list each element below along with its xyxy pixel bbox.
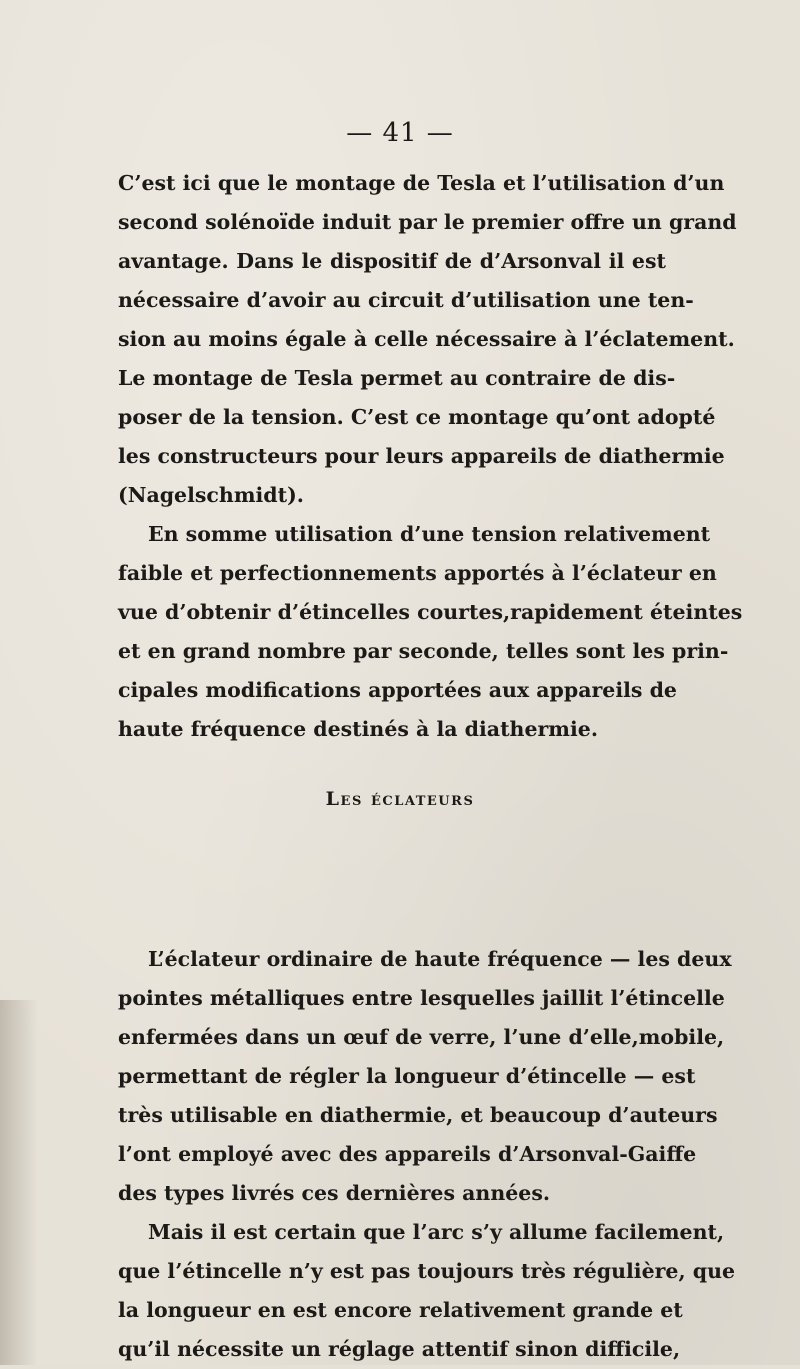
text-line: sion au moins égale à celle nécessaire à l’éclatement. <box>118 327 735 351</box>
text-line: nécessaire d’avoir au circuit d’utilisation une ten- <box>118 288 694 312</box>
text-line: faible et perfectionnements apportés à l’éclateur en <box>118 561 717 585</box>
text-line: permettant de régler la longueur d’étincelle — est <box>118 1064 696 1088</box>
text-line: Le montage de Tesla permet au contraire de dis- <box>118 366 676 390</box>
text-line: En somme utilisation d’une tension relativement <box>148 522 711 546</box>
text-block-top <box>118 164 743 749</box>
text-line: L’éclateur ordinaire de haute fréquence — les deux <box>148 947 732 971</box>
text-block-bottom <box>118 940 736 1369</box>
text-line: avantage. Dans le dispositif de d’Arsonval il est <box>118 249 666 273</box>
section-heading-text: Les éclateurs <box>325 788 475 810</box>
text-line: l’ont employé avec des appareils d’Arsonval-Gaiffe <box>118 1142 697 1166</box>
text-line: les constructeurs pour leurs appareils de diathermie <box>118 444 725 468</box>
text-line: cipales modifications apportées aux appareils de <box>118 678 677 702</box>
text-line: et en grand nombre par seconde, telles sont les prin- <box>118 639 729 663</box>
text-line: pointes métalliques entre lesquelles jaillit l’étincelle <box>118 986 725 1010</box>
page-number: — 41 — <box>346 118 454 148</box>
text-line: C’est ici que le montage de Tesla et l’utilisation d’un <box>118 171 725 195</box>
text-line: des types livrés ces dernières années. <box>118 1181 550 1205</box>
text-line: poser de la tension. C’est ce montage qu’ont adopté <box>118 405 716 429</box>
page-edge-stain <box>0 1000 38 1365</box>
section-heading <box>0 788 800 810</box>
text-line: qu’il nécessite un réglage attentif sinon difficile, <box>118 1337 681 1361</box>
text-line: que l’étincelle n’y est pas toujours très régulière, que <box>118 1259 736 1283</box>
text-line: très utilisable en diathermie, et beaucoup d’auteurs <box>118 1103 718 1127</box>
text-line: haute fréquence destinés à la diathermie. <box>118 717 598 741</box>
text-line: (Nagelschmidt). <box>118 483 304 507</box>
text-line: second solénoïde induit par le premier offre un grand <box>118 210 737 234</box>
text-line: Mais il est certain que l’arc s’y allume facilement, <box>148 1220 725 1244</box>
text-line: la longueur en est encore relativement grande et <box>118 1298 683 1322</box>
text-line: enfermées dans un œuf de verre, l’une d’elle,mobile, <box>118 1025 725 1049</box>
text-line: vue d’obtenir d’étincelles courtes,rapidement éteintes <box>118 600 743 624</box>
